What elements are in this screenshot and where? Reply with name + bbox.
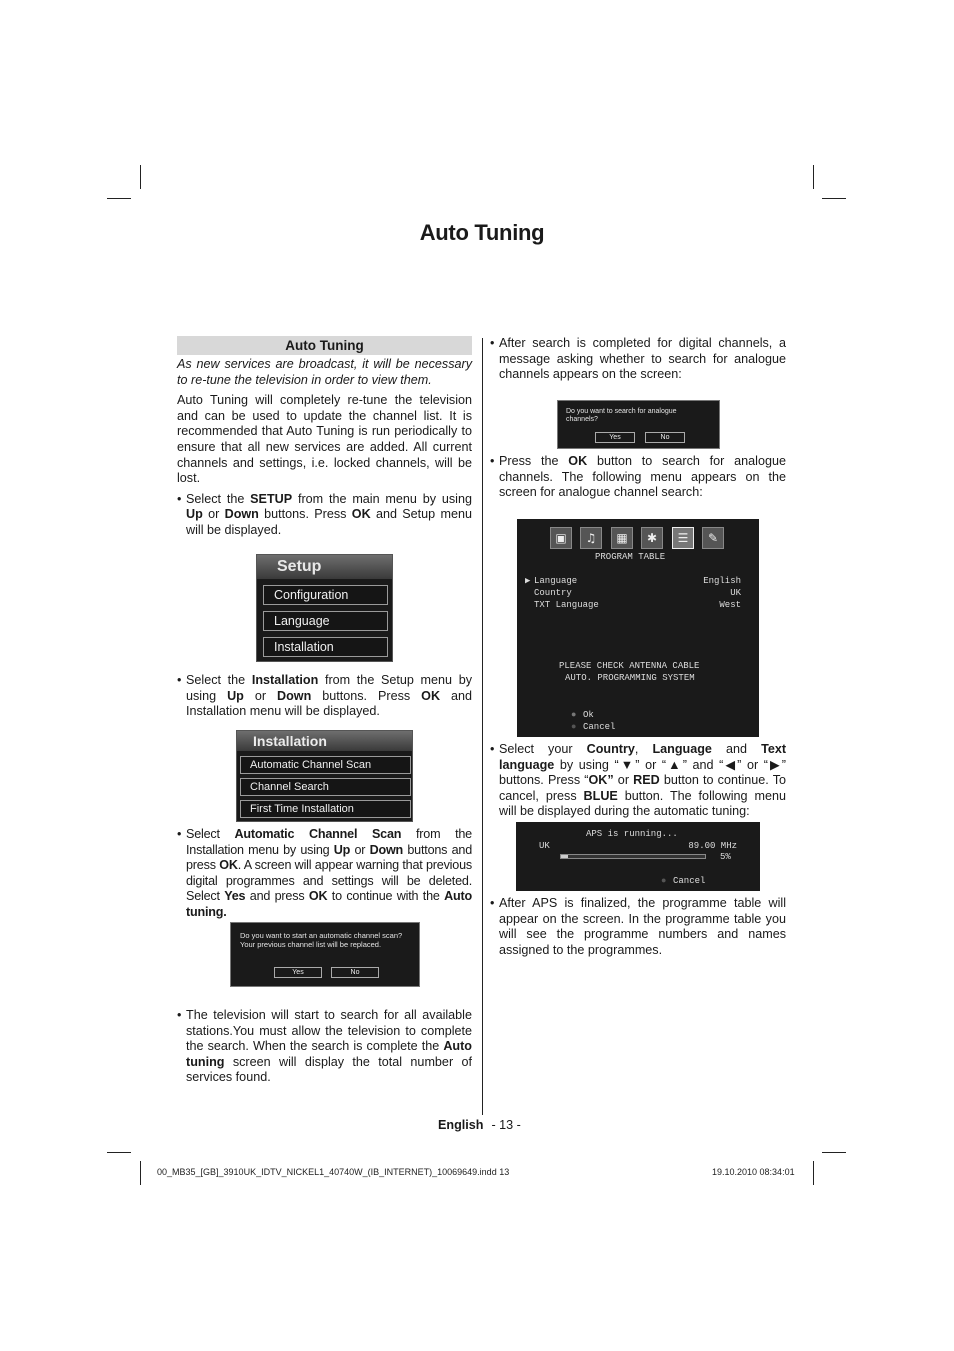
row-value-txt-language: West [719,600,741,610]
program-table-header: PROGRAM TABLE [595,552,666,562]
ok-option[interactable]: Ok [583,710,594,720]
paragraph: Auto Tuning will completely re-tune the television and can be used to update the channel list. It is recommended that Auto Tuning is run periodically to ensure that all new services are added. All current channels and settings, i.e. locked channels, will be lost. [177,393,472,486]
section-heading: Auto Tuning [177,336,472,355]
aps-country: UK [539,841,550,851]
crop-mark [140,1161,141,1185]
crop-mark [107,198,131,199]
print-file-info: 00_MB35_[GB]_3910UK_IDTV_NICKEL1_40740W_(IB_INTERNET)_10069649.indd 13 [157,1167,510,1177]
crop-mark [822,198,846,199]
cancel-dot-icon: ● [661,876,667,886]
progress-bar [560,854,706,859]
picture-icon[interactable]: ▦ [611,527,633,549]
bullet-select-automatic-scan: • Select Automatic Channel Scan from the Installation menu by using Up or Down buttons and press OK. A screen will appear warning that previous digital programmes and settings will be deleted. Select Yes and press OK to continue with the Auto tuning. [177,827,472,921]
cancel-option[interactable]: Cancel [583,722,616,732]
setup-menu-title: Setup [257,555,392,579]
list-icon[interactable]: ☰ [672,527,694,549]
aps-notice: AUTO. PROGRAMMING SYSTEM [565,673,695,683]
row-label-language[interactable]: Language [534,576,578,586]
yes-button[interactable]: Yes [595,432,635,443]
settings-icon[interactable]: ✱ [641,527,663,549]
antenna-notice: PLEASE CHECK ANTENNA CABLE [559,661,700,671]
installation-menu [236,730,413,822]
aps-frequency: 89.00 MHz [688,841,737,851]
selector-arrow-icon: ▶ [525,576,531,586]
crop-mark [107,1152,131,1153]
column-divider [482,338,483,1115]
satellite-icon[interactable]: ✎ [702,527,724,549]
dialog-message: Do you want to start an automatic channel scan? Your previous channel list will be replaced. [240,931,403,949]
camera-icon[interactable]: ▣ [550,527,572,549]
auto-scan-dialog [230,922,420,987]
row-label-country[interactable]: Country [534,588,572,598]
menu-item-automatic-channel-scan[interactable]: Automatic Channel Scan [240,756,411,774]
program-table-screen [517,519,759,737]
progress-percent: 5% [720,852,731,862]
bullet-press-ok: • Press the OK button to search for analogue channels. The following menu appears on the screen for analogue channel search: [490,454,786,501]
bullet-select-installation: • Select the Installation from the Setup menu by using Up or Down buttons. Press OK and Installation menu will be displayed. [177,673,472,720]
setup-menu [256,554,393,662]
crop-mark [822,1152,846,1153]
page-number: - 13 - [491,1118,521,1132]
bullet-search-stations: • The television will start to search for all available stations.You must allow the television to complete the search. When the search is complete the Auto tuning screen will display the total number of services found. [177,1008,472,1086]
row-label-txt-language[interactable]: TXT Language [534,600,599,610]
no-button[interactable]: No [331,967,379,978]
menu-item-configuration[interactable]: Configuration [263,585,388,605]
print-date-info: 19.10.2010 08:34:01 [712,1167,795,1177]
row-value-country: UK [730,588,741,598]
row-value-language: English [703,576,741,586]
music-icon[interactable]: ♫ [580,527,602,549]
menu-item-channel-search[interactable]: Channel Search [240,778,411,796]
page-title: Auto Tuning [419,220,545,245]
menu-item-language[interactable]: Language [263,611,388,631]
crop-mark [140,165,141,189]
menu-item-first-time-installation[interactable]: First Time Installation [240,800,411,818]
page-footer [438,1118,521,1132]
intro-text: As new services are broadcast, it will be necessary to re-tune the television in order to view them. [177,357,472,387]
analogue-search-dialog [557,400,720,449]
bullet-aps-finalized: • After APS is finalized, the programme table will appear on the screen. In the programme table you will see the programme numbers and names assigned to the programmes. [490,896,786,958]
cancel-dot-icon: ● [571,722,577,732]
footer-language: English [438,1118,484,1132]
aps-title: APS is running... [586,829,678,839]
ok-dot-icon: ● [571,710,577,720]
cancel-option[interactable]: Cancel [673,876,706,886]
progress-bar-fill [561,855,568,858]
no-button[interactable]: No [645,432,685,443]
aps-running-screen [516,822,760,891]
bullet-analogue-prompt: • After search is completed for digital channels, a message asking whether to search for analogue channels appears on the screen: [490,336,786,383]
bullet-select-country-language: • Select your Country, Language and Text language by using “▼” or “▲” and “◀” or “▶” buttons. Press “OK” or RED button to continue. To cancel, press BLUE button. The following menu will be displayed during the automatic tuning: [490,742,786,820]
dialog-message: Do you want to search for analogue channels? [566,408,677,423]
bullet-select-setup: • Select the SETUP from the main menu by using Up or Down buttons. Press OK and Setup menu will be displayed. [177,492,472,539]
crop-mark [813,165,814,189]
yes-button[interactable]: Yes [274,967,322,978]
menu-item-installation[interactable]: Installation [263,637,388,657]
installation-menu-title: Installation [237,731,412,751]
crop-mark [813,1161,814,1185]
